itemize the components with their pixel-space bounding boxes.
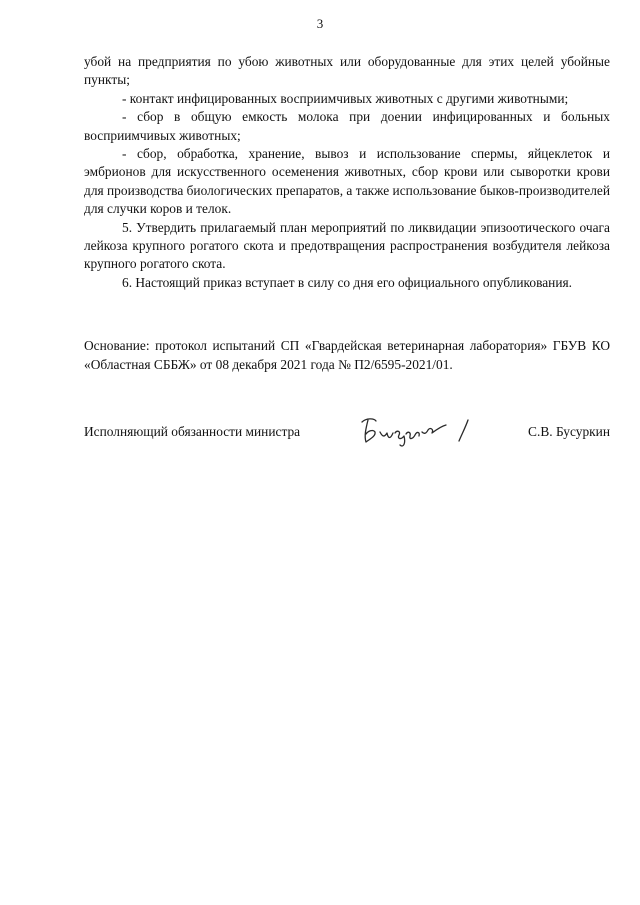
paragraph-sperm: - сбор, обработка, хранение, вывоз и использование спермы, яйцеклеток и эмбрионов для искусственного осеменения животных, сбор крови или сыворотки крови для производства биологических препаратов, а также использование быков-производителей для случки коров и телок. xyxy=(84,146,610,217)
basis-note: Основание: протокол испытаний СП «Гвардейская ветеринарная лаборатория» ГБУВ КО «Областная СББЖ» от 08 декабря 2021 года № П2/6595-2021/01. xyxy=(84,338,610,372)
signature-block xyxy=(84,412,610,456)
paragraph-milk: - сбор в общую емкость молока при доении инфицированных и больных восприимчивых животных; xyxy=(84,109,610,143)
signer-name: С.В. Бусуркин xyxy=(528,424,610,439)
document-body xyxy=(84,53,610,292)
paragraph-item-6: 6. Настоящий приказ вступает в силу со дня его официального опубликования. xyxy=(122,274,572,290)
paragraph-item-5: 5. Утвердить прилагаемый план мероприятий по ликвидации эпизоотического очага лейкоза крупного рогатого скота и предотвращения распространения возбудителя лейкоза крупного рогатого скота. xyxy=(84,219,610,272)
paragraph-contact: - контакт инфицированных восприимчивых животных с другими животными; xyxy=(122,90,569,106)
signer-role: Исполняющий обязанности министра xyxy=(84,424,301,439)
paragraph-slaughter: убой на предприятия по убою животных или оборудованные для этих целей убойные пункты; xyxy=(84,54,610,88)
page-number: 3 xyxy=(316,16,324,31)
handwritten-signature xyxy=(356,412,486,448)
